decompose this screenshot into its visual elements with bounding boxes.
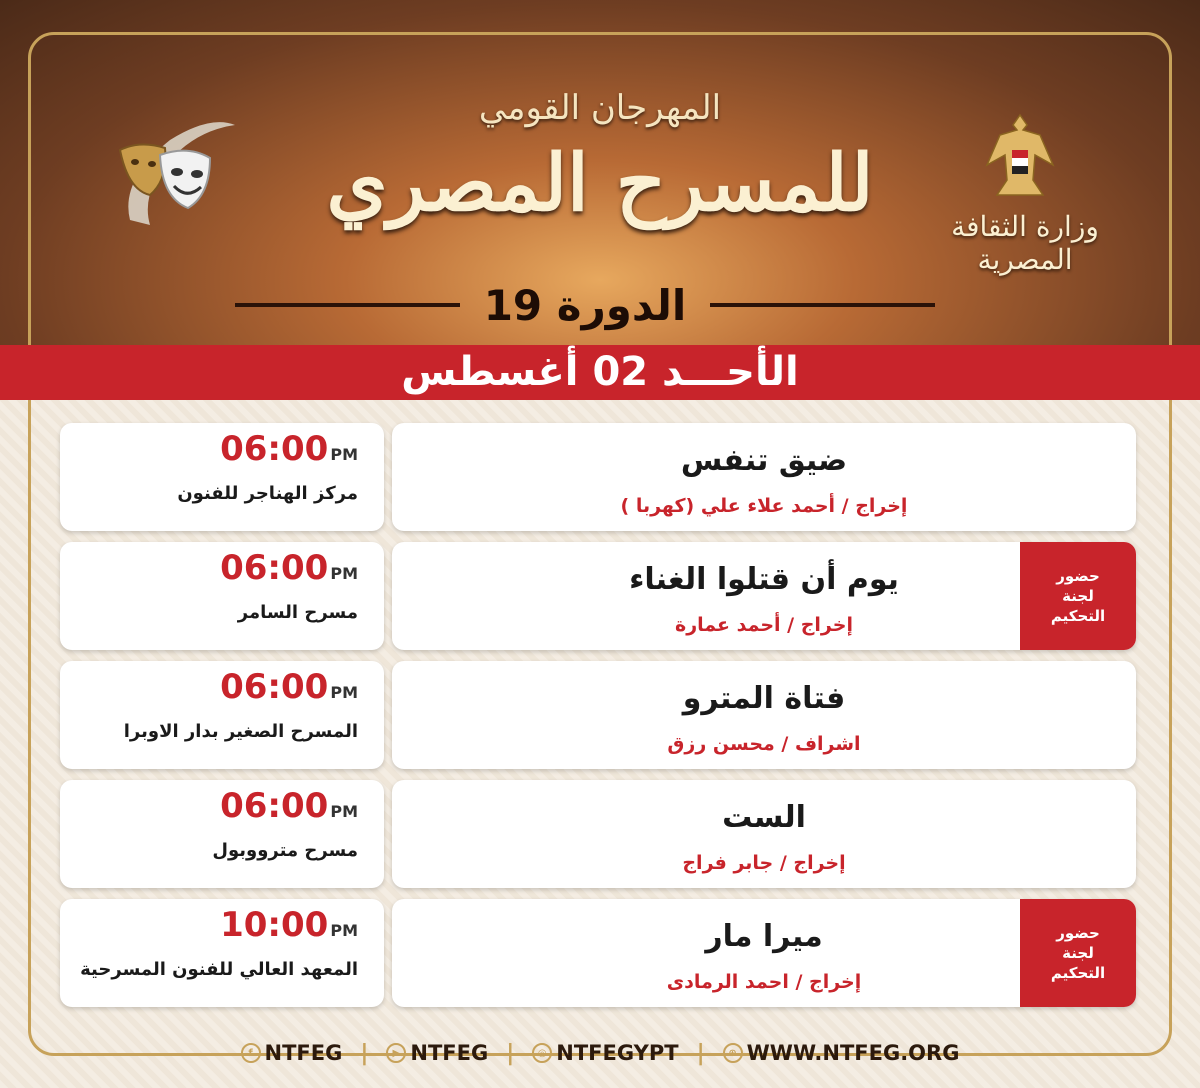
instagram-link[interactable]: ◎ NTFEGYPT	[532, 1041, 678, 1065]
director: إخراج / جابر فراج	[682, 852, 846, 874]
divider: |	[506, 1040, 515, 1066]
time-venue-card	[60, 780, 384, 888]
website-link[interactable]: ⊕ WWW.NTFEG.ORG	[723, 1041, 960, 1065]
time-venue-card	[60, 423, 384, 531]
play-title: ضيق تنفس	[680, 443, 848, 478]
ministry-logo	[905, 110, 1145, 276]
jury-badge: حضور لجنة التحكيم	[1020, 899, 1136, 1007]
youtube-icon: ▶	[386, 1043, 406, 1063]
venue: مركز الهناجر للفنون	[177, 483, 358, 504]
show-time: 06:00 PM	[220, 786, 358, 826]
show-time: 06:00 PM	[220, 429, 358, 469]
ministry-name: وزارة الثقافة المصرية	[951, 210, 1099, 276]
instagram-icon: ◎	[532, 1043, 552, 1063]
play-card	[392, 661, 1136, 769]
director: إخراج / أحمد علاء علي (كهربا )	[620, 495, 908, 517]
youtube-link[interactable]: ▶ NTFEG	[386, 1041, 488, 1065]
play-card	[392, 542, 1136, 650]
play-card	[392, 423, 1136, 531]
show-time: 06:00 PM	[220, 548, 358, 588]
rule-left	[235, 303, 460, 307]
play-title: فتاة المترو	[682, 681, 846, 716]
play-title: يوم أن قتلوا الغناء	[629, 562, 899, 597]
venue: مسرح مترووبول	[212, 840, 358, 861]
director: إخراج / احمد الرمادى	[666, 971, 862, 993]
festival-subtitle: المهرجان القومي	[478, 88, 722, 128]
time-venue-card	[60, 899, 384, 1007]
social-footer	[0, 1038, 1200, 1068]
divider: |	[360, 1040, 369, 1066]
show-time: 06:00 PM	[220, 667, 358, 707]
globe-icon: ⊕	[723, 1043, 743, 1063]
venue: مسرح السامر	[237, 602, 358, 623]
director: إخراج / أحمد عمارة	[675, 614, 853, 636]
play-card	[392, 899, 1136, 1007]
director: اشراف / محسن رزق	[667, 733, 861, 755]
time-venue-card	[60, 661, 384, 769]
play-card	[392, 780, 1136, 888]
play-title: ميرا مار	[705, 919, 823, 954]
festival-title: للمسرح المصري	[326, 138, 874, 229]
jury-badge: حضور لجنة التحكيم	[1020, 542, 1136, 650]
divider: |	[696, 1040, 705, 1066]
facebook-link[interactable]: f NTFEG	[241, 1041, 343, 1065]
facebook-icon: f	[241, 1043, 261, 1063]
play-title: الست	[722, 800, 806, 835]
date-band	[0, 345, 1200, 400]
session-label	[235, 275, 935, 335]
show-row	[60, 542, 1136, 650]
show-row	[60, 423, 1136, 531]
session-text: الدورة 19	[483, 280, 687, 330]
rule-right	[710, 303, 935, 307]
show-row	[60, 899, 1136, 1007]
show-row	[60, 661, 1136, 769]
show-time: 10:00 PM	[220, 905, 358, 945]
venue: المعهد العالي للفنون المسرحية	[80, 959, 358, 980]
venue: المسرح الصغير بدار الاوبرا	[123, 721, 358, 742]
show-row	[60, 780, 1136, 888]
time-venue-card	[60, 542, 384, 650]
eagle-icon	[985, 110, 1055, 200]
date-text: الأحـــد 02 أغسطس	[401, 349, 799, 395]
